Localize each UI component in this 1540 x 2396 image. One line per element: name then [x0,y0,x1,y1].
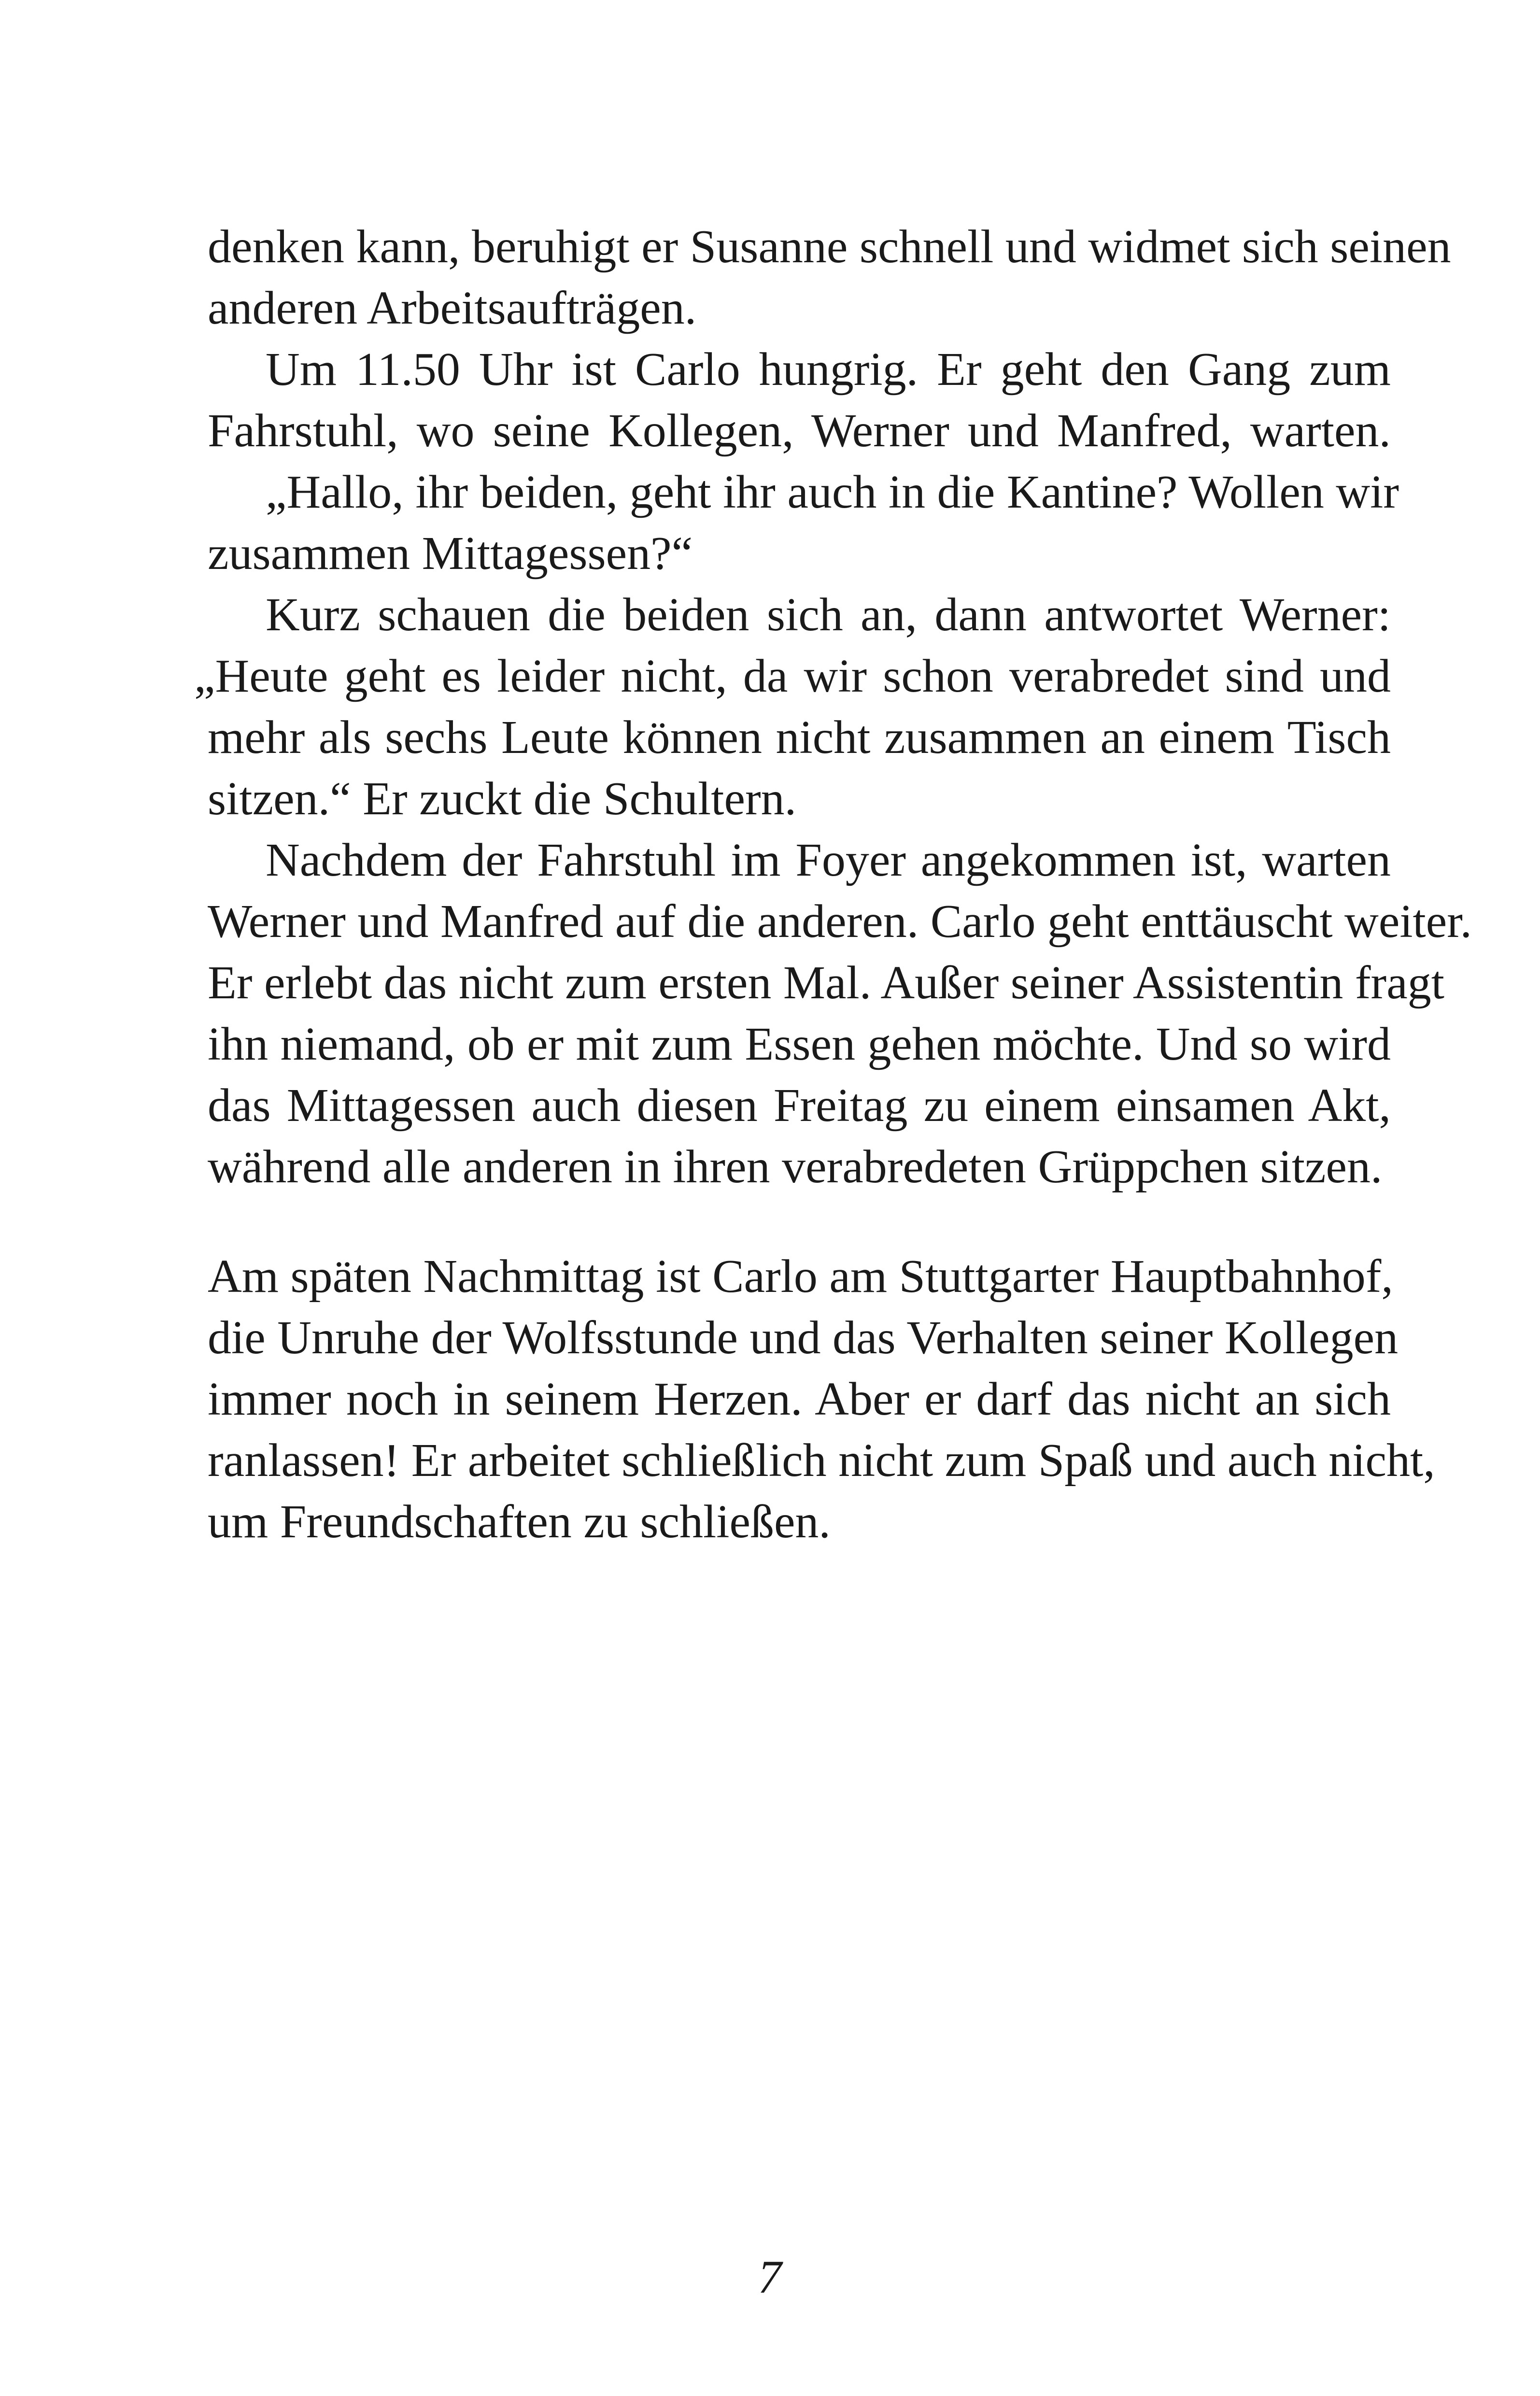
text-line: anderen Arbeitsaufträgen. [208,282,697,334]
text-line: Nachdem der Fahrstuhl im Foyer angekommen ist, warten [266,834,1391,886]
text-line: sitzen.“ Er zuckt die Schultern. [208,773,797,825]
text-line: mehr als sechs Leute können nicht zusammen an einem Tisch [208,711,1391,764]
text-section-2 [208,1246,1435,1553]
text-line: Werner und Manfred auf die anderen. Carlo geht enttäuscht weiter. [208,895,1472,948]
text-line: „Heute geht es leider nicht, da wir schon verabredet sind und [194,650,1391,702]
text-line: ihn niemand, ob er mit zum Essen gehen möchte. Und so wird [208,1018,1391,1070]
text-section-1 [194,216,1472,1198]
text-line: Um 11.50 Uhr ist Carlo hungrig. Er geht den Gang zum [266,343,1391,396]
text-line: die Unruhe der Wolfsstunde und das Verhalten seiner Kollegen [208,1312,1399,1364]
text-line: das Mittagessen auch diesen Freitag zu einem einsamen Akt, [208,1079,1391,1132]
text-line: ranlassen! Er arbeitet schließlich nicht zum Spaß und auch nicht, [208,1434,1435,1487]
text-line: Er erlebt das nicht zum ersten Mal. Außer seiner Assistentin fragt [208,957,1444,1009]
page-number: 7 [758,2251,782,2303]
text-line: Fahrstuhl, wo seine Kollegen, Werner und Manfred, warten. [208,405,1391,457]
text-line: um Freundschaften zu schließen. [208,1496,831,1548]
text-line: immer noch in seinem Herzen. Aber er darf das nicht an sich [208,1373,1391,1425]
text-line: Kurz schauen die beiden sich an, dann antwortet Werner: [266,589,1391,641]
text-line: „Hallo, ihr beiden, geht ihr auch in die Kantine? Wollen wir [266,466,1399,518]
text-line: zusammen Mittagessen?“ [208,527,693,580]
text-line: während alle anderen in ihren verabredeten Grüppchen sitzen. [208,1141,1383,1193]
text-line: Am späten Nachmittag ist Carlo am Stuttgarter Hauptbahnhof, [208,1250,1393,1303]
text-line: denken kann, beruhigt er Susanne schnell und widmet sich seinen [208,221,1451,273]
